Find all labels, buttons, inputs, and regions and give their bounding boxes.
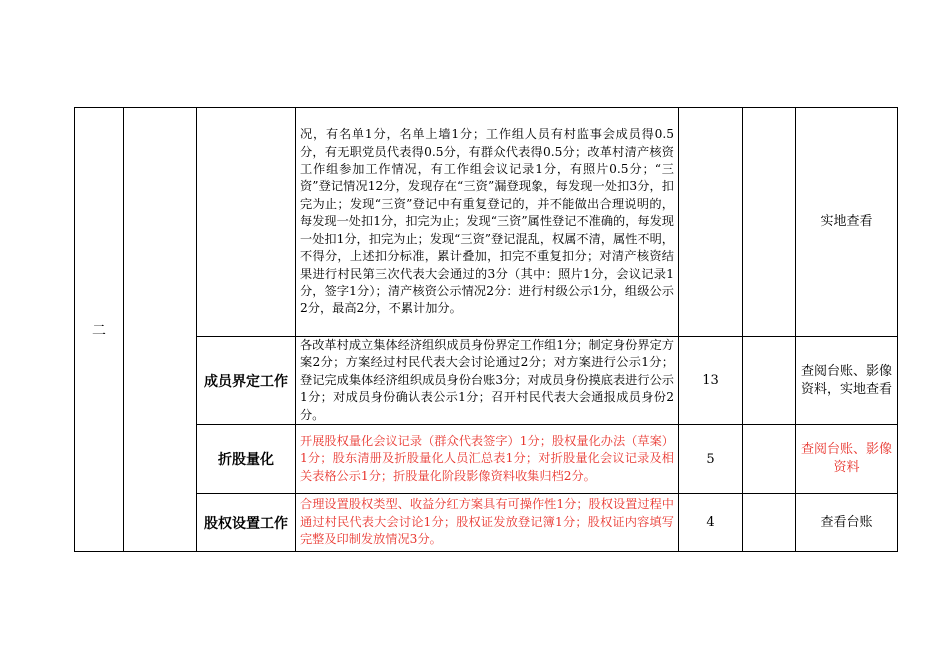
content-cell: 合理设置股权类型、收益分红方案具有可操作性1分；股权设置过程中通过村民代表大会讨论1分；股权证发放登记簿1分；股权证内容填写完整及印制发放情况3分。 [296,494,679,552]
score-cell: 13 [679,337,743,425]
section-number: 二 [75,108,124,552]
item-cell: 折股量化 [197,425,296,494]
item-cell: 成员界定工作 [197,337,296,425]
blank-cell [743,494,796,552]
blank-cell [743,425,796,494]
method-cell: 查阅台账、影像资料，实地查看 [796,337,898,425]
table-row [75,494,898,552]
score-cell: 5 [679,425,743,494]
item-cell: 股权设置工作 [197,494,296,552]
table-row [75,425,898,494]
empty-cell [124,108,197,552]
blank-cell [743,337,796,425]
content-cell: 况，有名单1分，名单上墙1分；工作组人员有村监事会成员得0.5分，有无职党员代表得0.5分，有群众代表得0.5分；改革村清产核资工作组参加工作情况，有工作组会议记录1分，有照片0.5分；“三资”登记情况12分，发现存在“三资”漏登现象，每发现一处扣3分，扣完为止；发现“三资”登记中有重复登记的，并不能做出合理说明的，每发现一处扣1分，扣完为止；发现“三资”属性登记不准确的，每发现一处扣1分，扣完为止；发现“三资”登记混乱，权属不清，属性不明，不得分，上述扣分标准，累计叠加，扣完不重复扣分；对清产核资结果进行村民第三次代表大会通过的3分（其中：照片1分，会议记录1分，签字1分）；清产核资公示情况2分：进行村级公示1分，组级公示2分，最高2分，不累计加分。 [296,108,679,337]
method-cell: 查看台账 [796,494,898,552]
scoring-table [74,107,898,552]
score-cell [679,108,743,337]
method-cell: 查阅台账、影像资料 [796,425,898,494]
score-cell: 4 [679,494,743,552]
blank-cell [743,108,796,337]
content-cell: 开展股权量化会议记录（群众代表签字）1分；股权量化办法（草案）1分；股东清册及折股量化人员汇总表1分；对折股量化会议记录及相关表格公示1分；折股量化阶段影像资料收集归档2分。 [296,425,679,494]
table-row [75,337,898,425]
content-cell: 各改革村成立集体经济组织成员身份界定工作组1分；制定身份界定方案2分；方案经过村民代表大会讨论通过2分；对方案进行公示1分；登记完成集体经济组织成员身份台账3分；对成员身份摸底表进行公示1分；对成员身份确认表公示1分；召开村民代表大会通报成员身份2分。 [296,337,679,425]
item-cell [197,108,296,337]
method-cell: 实地查看 [796,108,898,337]
table-row [75,108,898,337]
